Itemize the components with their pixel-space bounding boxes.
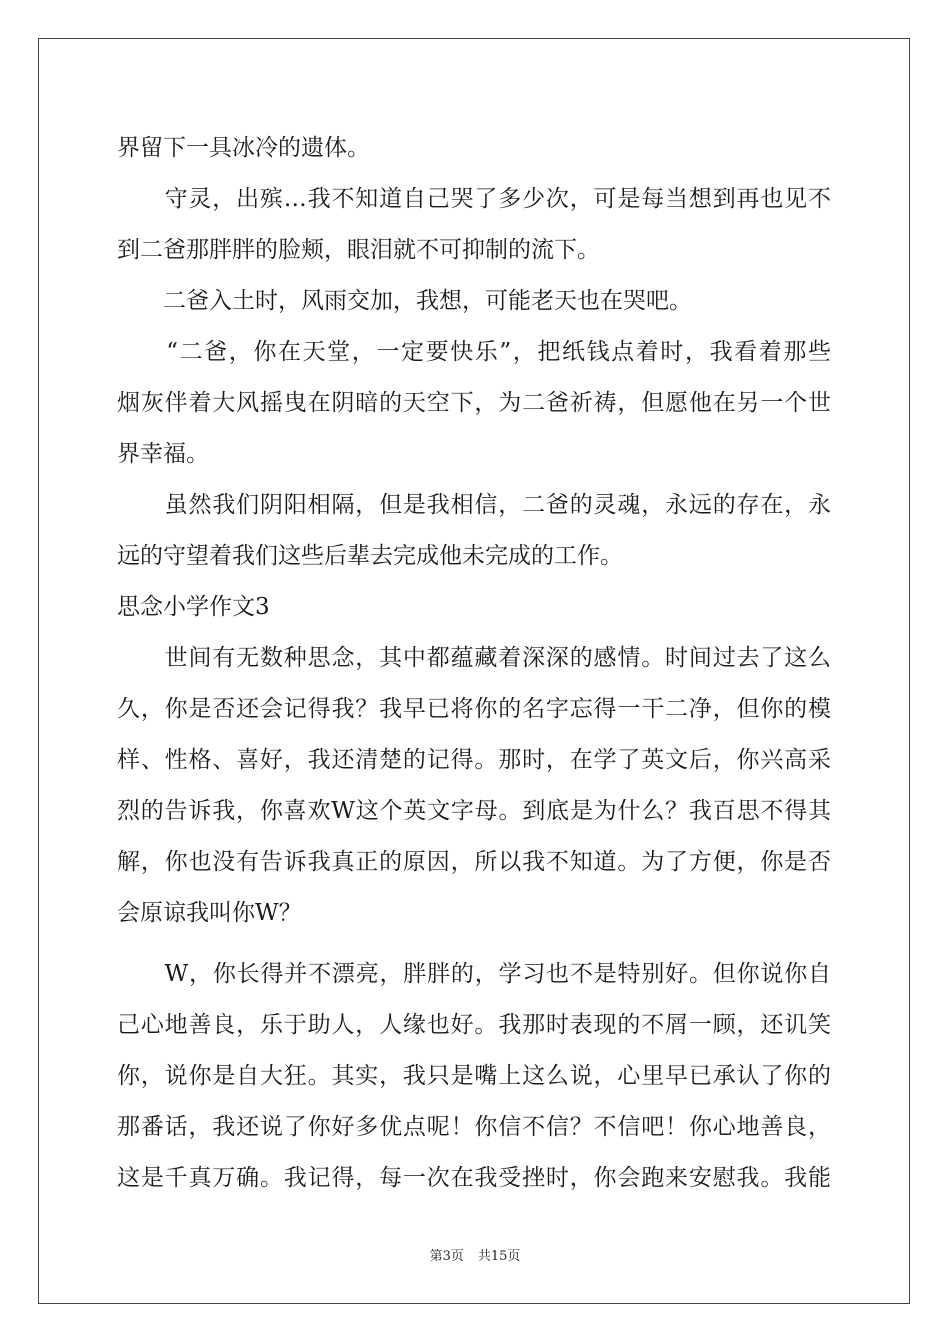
text-line: 你，说你是自大狂。其实，我只是嘴上这么说，心里早已承认了你的 — [117, 1063, 831, 1089]
document-body — [117, 128, 831, 1209]
text-line: 二爸入土时，风雨交加，我想，可能老天也在哭吧。 — [117, 288, 692, 314]
text-line: 解，你也没有告诉我真正的原因，所以我不知道。为了方便，你是否 — [117, 849, 831, 875]
text-line: 会原谅我叫你W？ — [117, 900, 302, 926]
page-footer — [0, 1245, 950, 1264]
text-line: 那番话，我还说了你好多优点呢！你信不信？不信吧！你心地善良， — [117, 1114, 831, 1140]
text-line: 世间有无数种思念，其中都蕴藏着深深的感情。时间过去了这么 — [117, 645, 831, 671]
page-number: 第3页 — [429, 1249, 464, 1264]
section-heading: 思念小学作文3 — [117, 594, 270, 620]
text-line: 烈的告诉我，你喜欢W这个英文字母。到底是为什么？我百思不得其 — [117, 798, 831, 824]
text-line: 样、性格、喜好，我还清楚的记得。那时，在学了英文后，你兴高采 — [117, 747, 831, 773]
text-line: 界幸福。 — [117, 441, 209, 467]
text-line: 虽然我们阴阳相隔，但是我相信，二爸的灵魂，永远的存在，永 — [117, 492, 831, 518]
text-line: “二爸，你在天堂，一定要快乐”，把纸钱点着时，我看着那些 — [117, 339, 831, 365]
text-line: 这是千真万确。我记得，每一次在我受挫时，你会跑来安慰我。我能 — [117, 1165, 831, 1191]
page-total: 共15页 — [477, 1249, 521, 1264]
text-line: 远的守望着我们这些后辈去完成他未完成的工作。 — [117, 543, 623, 569]
text-line: 久，你是否还会记得我？我早已将你的名字忘得一干二净，但你的模 — [117, 696, 831, 722]
text-line: 守灵，出殡…我不知道自己哭了多少次，可是每当想到再也见不 — [117, 186, 831, 212]
text-line: 烟灰伴着大风摇曳在阴暗的天空下，为二爸祈祷，但愿他在另一个世 — [117, 390, 831, 416]
text-line: 到二爸那胖胖的脸颊，眼泪就不可抑制的流下。 — [117, 237, 600, 263]
text-line: W，你长得并不漂亮，胖胖的，学习也不是特别好。但你说你自 — [117, 961, 831, 987]
text-line: 界留下一具冰冷的遗体。 — [117, 135, 370, 161]
text-line: 己心地善良，乐于助人，人缘也好。我那时表现的不屑一顾，还讥笑 — [117, 1012, 831, 1038]
